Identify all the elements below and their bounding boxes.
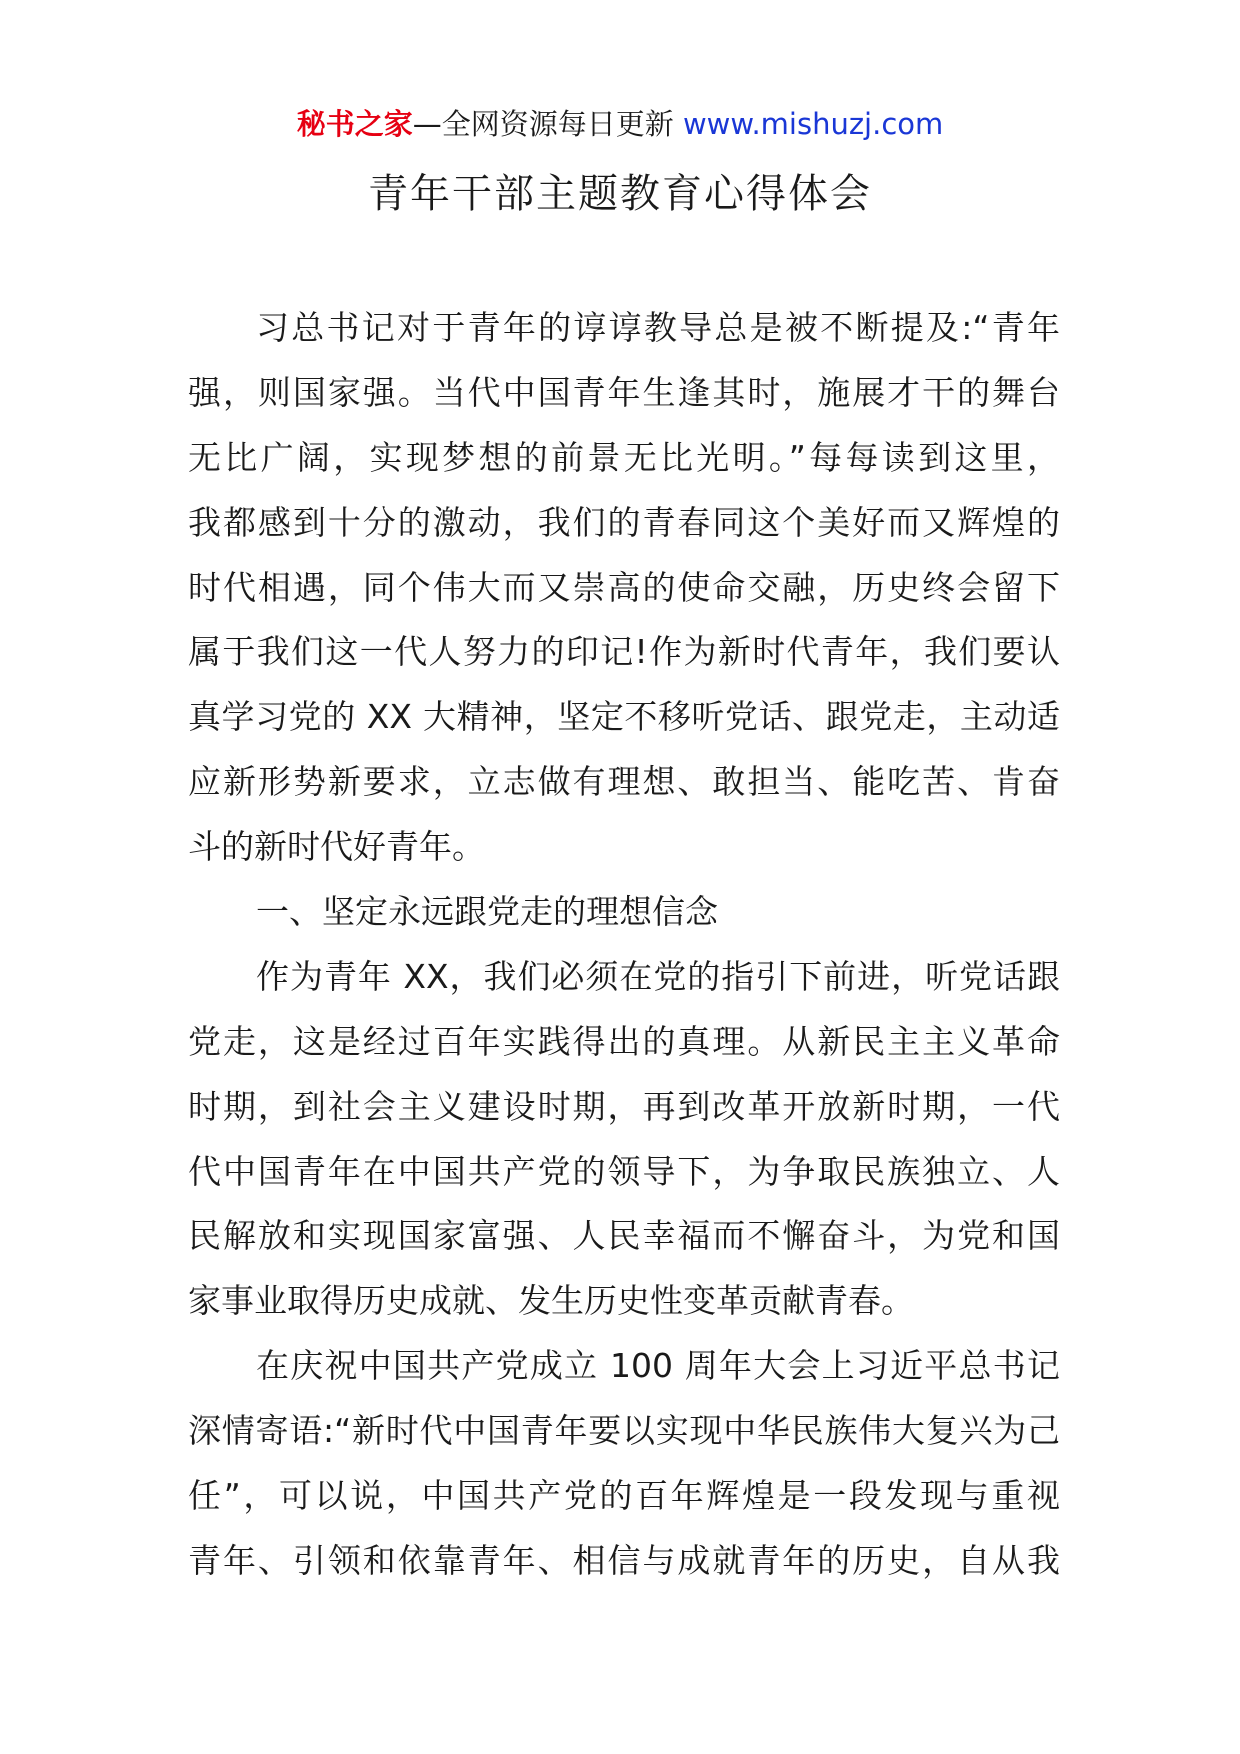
paragraph <box>188 296 1060 880</box>
text-line: 民解放和实现国家富强、人民幸福而不懈奋斗，为党和国 <box>188 1216 1060 1256</box>
text-line: 习总书记对于青年的谆谆教导总是被不断提及:“青年 <box>256 308 1060 347</box>
text-line: 真学习党的 XX 大精神，坚定不移听党话、跟党走，主动适 <box>188 697 1060 737</box>
text-line: 斗的新时代好青年。 <box>188 827 485 867</box>
text-line: 时代相遇，同个伟大而又崇高的使命交融，历史终会留下 <box>188 567 1060 607</box>
document-body <box>188 296 1060 1594</box>
text-line: 青年、引领和依靠青年、相信与成就青年的历史，自从我 <box>188 1540 1060 1580</box>
paragraph <box>188 1334 1060 1594</box>
text-line: 代中国青年在中国共产党的领导下，为争取民族独立、人 <box>188 1151 1060 1191</box>
heading-line: 一、坚定永远跟党走的理想信念 <box>256 892 718 932</box>
text-line: 党走，这是经过百年实践得出的真理。从新民主主义革命 <box>188 1021 1060 1061</box>
brand-name: 秘书之家 <box>296 107 413 141</box>
text-line: 时期，到社会主义建设时期，再到改革开放新时期，一代 <box>188 1086 1060 1126</box>
text-line: 在庆祝中国共产党成立 100 周年大会上习近平总书记 <box>256 1346 1060 1386</box>
section-heading <box>188 880 1060 945</box>
text-line: 我都感到十分的激动，我们的青春同这个美好而又辉煌的 <box>188 502 1060 542</box>
text-line: 深情寄语:“新时代中国青年要以实现中华民族伟大复兴为己 <box>188 1411 1060 1451</box>
text-line: 任”，可以说，中国共产党的百年辉煌是一段发现与重视 <box>188 1476 1060 1516</box>
text-line: 属于我们这一代人努力的印记!作为新时代青年，我们要认 <box>188 632 1060 672</box>
text-line: 家事业取得历史成就、发生历史性变革贡献青春。 <box>188 1281 914 1321</box>
text-line: 作为青年 XX，我们必须在党的指引下前进，听党话跟 <box>256 956 1060 996</box>
text-line: 无比广阔，实现梦想的前景无比光明。”每每读到这里， <box>188 437 1060 477</box>
site-slogan: —全网资源每日更新 <box>412 107 674 141</box>
site-header <box>0 104 1240 144</box>
document-title: 青年干部主题教育心得体会 <box>368 171 872 217</box>
site-url-link[interactable]: www.mishuzj.com <box>682 107 944 141</box>
paragraph <box>188 945 1060 1334</box>
text-line: 应新形势新要求，立志做有理想、敢担当、能吃苦、肯奋 <box>188 762 1060 802</box>
text-line: 强，则国家强。当代中国青年生逢其时，施展才干的舞台 <box>188 372 1060 412</box>
